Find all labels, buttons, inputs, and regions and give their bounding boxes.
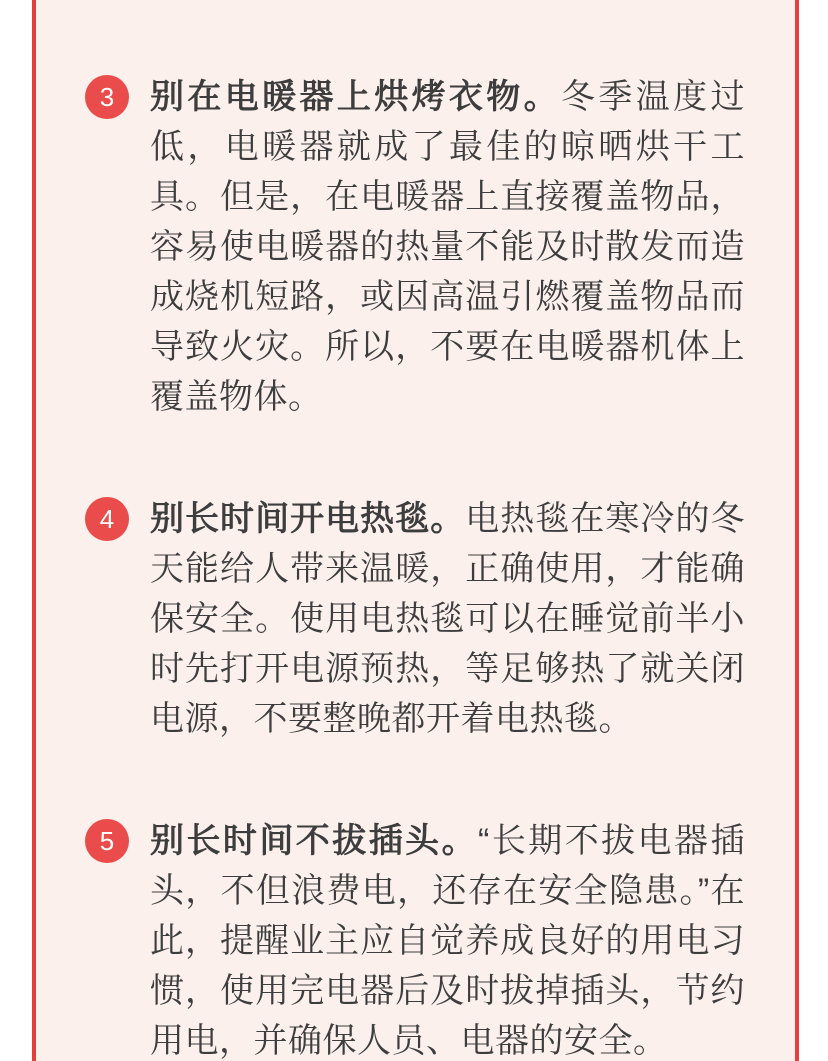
tip-item — [85, 816, 745, 1061]
tip-text — [150, 816, 745, 1061]
tip-item — [85, 72, 745, 422]
safety-tips-list — [85, 72, 745, 1061]
tip-body-text: 冬季温度过低，电暖器就成了最佳的晾晒烘干工具。但是，在电暖器上直接覆盖物品，容易使电暖器的热量不能及时散发而造成烧机短路，或因高温引燃覆盖物品而导致火灾。所以，不要在电暖器机体上覆盖物体。 — [150, 78, 746, 416]
tip-number-badge: 5 — [85, 819, 129, 863]
tip-text — [150, 494, 745, 744]
tip-body-text: “长期不拔电器插头，不但浪费电，还存在安全隐患。”在此，提醒业主应自觉养成良好的用电习惯，使用完电器后及时拔掉插头，节约用电，并确保人员、电器的安全。 — [150, 822, 746, 1060]
tip-lead-text: 别长时间不拔插头。 — [150, 822, 479, 860]
left-page-margin — [0, 0, 32, 1061]
tip-text — [150, 72, 745, 422]
content-card — [36, 0, 795, 1061]
right-page-margin — [799, 0, 828, 1061]
tip-lead-text: 别长时间开电热毯。 — [150, 500, 466, 538]
tip-lead-text: 别在电暖器上烘烤衣物。 — [150, 78, 562, 116]
tip-item — [85, 494, 745, 744]
tip-body-text: 电热毯在寒冷的冬天能给人带来温暖，正确使用，才能确保安全。使用电热毯可以在睡觉前半小时先打开电源预热，等足够热了就关闭电源，不要整晚都开着电热毯。 — [150, 500, 745, 738]
tip-number-badge: 3 — [85, 75, 129, 119]
tip-number-badge: 4 — [85, 497, 129, 541]
